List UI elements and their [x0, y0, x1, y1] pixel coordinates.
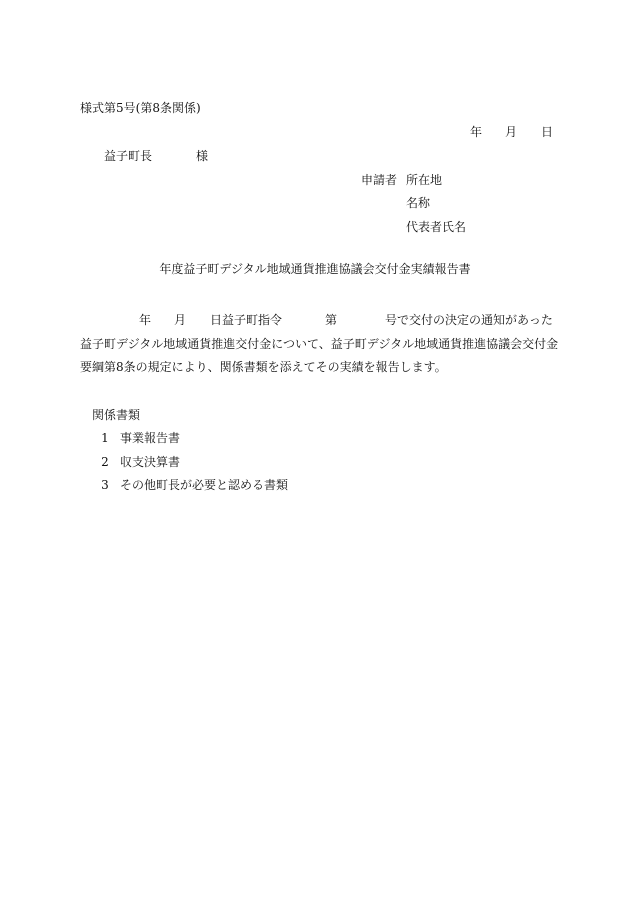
applicant-label: 申請者	[361, 173, 398, 187]
organization-name-label: 名称	[406, 196, 431, 210]
body-line-3: 要綱第8条の規定により、関係書類を添えてその実績を報告します。	[80, 360, 447, 374]
document-title: 年度益子町デジタル地域通貨推進協議会交付金実績報告書	[159, 262, 471, 276]
body-dai: 第	[325, 313, 338, 327]
related-item-text: 収支決算書	[120, 455, 181, 469]
related-item-text: 事業報告書	[120, 431, 181, 445]
body-month: 月	[174, 313, 187, 327]
addressee-honorific: 様	[196, 149, 209, 163]
form-number: 様式第5号(第8条関係)	[80, 101, 201, 115]
date-month-label: 月	[505, 125, 518, 139]
body-day-directive: 日益子町指令	[210, 313, 283, 327]
body-year: 年	[139, 313, 152, 327]
representative-label: 代表者氏名	[406, 220, 467, 234]
related-documents-heading: 関係書類	[92, 408, 141, 422]
address-label: 所在地	[406, 173, 443, 187]
related-item-text: その他町長が必要と認める書類	[120, 478, 289, 492]
date-day-label: 日	[541, 125, 554, 139]
related-item-number: 3	[101, 478, 109, 492]
body-line-2: 益子町デジタル地域通貨推進交付金について、益子町デジタル地域通貨推進協議会交付金	[80, 337, 559, 351]
related-item-number: 1	[101, 431, 109, 445]
addressee-name: 益子町長	[104, 149, 153, 163]
related-item-number: 2	[101, 455, 109, 469]
date-year-label: 年	[470, 125, 483, 139]
body-go-rest: 号で交付の決定の通知があった	[385, 313, 553, 327]
